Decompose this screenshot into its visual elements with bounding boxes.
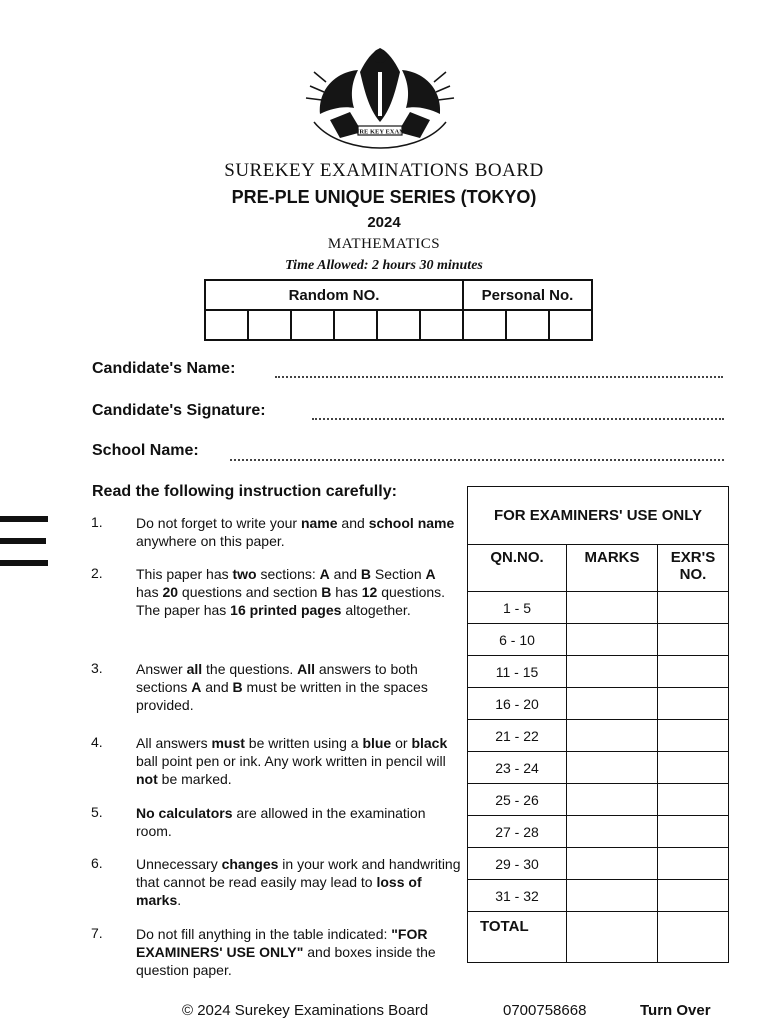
random-number-box[interactable] [334, 310, 377, 340]
marks-cell[interactable] [567, 720, 658, 752]
question-range: 23 - 24 [468, 752, 567, 784]
instruction-number: 4. [91, 734, 103, 750]
instruction-number: 6. [91, 855, 103, 871]
copyright-footer: © 2024 Surekey Examinations Board [182, 1002, 429, 1019]
examiner-number-cell[interactable] [658, 592, 729, 624]
examiner-number-cell[interactable] [658, 752, 729, 784]
table-row [468, 656, 729, 688]
table-row [468, 880, 729, 912]
table-row [468, 784, 729, 816]
marks-cell[interactable] [567, 816, 658, 848]
personal-number-box[interactable] [506, 310, 549, 340]
exam-year: 2024 [367, 214, 401, 231]
instruction-number: 1. [91, 514, 103, 530]
question-range: 6 - 10 [468, 624, 567, 656]
total-examiner-cell[interactable] [658, 912, 729, 963]
random-number-box[interactable] [420, 310, 463, 340]
candidate-signature-line[interactable] [312, 418, 724, 420]
instruction-text: Do not fill anything in the table indicated: "FOR EXAMINERS' USE ONLY" and boxes inside the question paper. [136, 926, 436, 978]
instruction-number: 7. [91, 925, 103, 941]
question-range: 21 - 22 [468, 720, 567, 752]
candidate-name-label: Candidate's Name: [92, 360, 236, 377]
marks-cell[interactable] [567, 752, 658, 784]
instruction-number: 5. [91, 804, 103, 820]
table-row [468, 720, 729, 752]
table-row [468, 816, 729, 848]
total-marks-cell[interactable] [567, 912, 658, 963]
question-range: 16 - 20 [468, 688, 567, 720]
examiners-use-table [467, 486, 729, 963]
examiner-number-cell[interactable] [658, 784, 729, 816]
marks-cell[interactable] [567, 592, 658, 624]
question-range: 31 - 32 [468, 880, 567, 912]
time-allowed: Time Allowed: 2 hours 30 minutes [285, 258, 483, 273]
personal-number-box[interactable] [549, 310, 592, 340]
question-range: 29 - 30 [468, 848, 567, 880]
instruction-text: Do not forget to write your name and school name anywhere on this paper. [136, 515, 455, 549]
instructions-heading: Read the following instruction carefully: [92, 483, 397, 500]
random-number-label: Random NO. [205, 280, 463, 310]
personal-number-box[interactable] [463, 310, 506, 340]
table-row [468, 752, 729, 784]
margin-mark [0, 560, 48, 566]
examiner-number-cell[interactable] [658, 688, 729, 720]
random-number-box[interactable] [248, 310, 291, 340]
instruction-text: No calculators are allowed in the examination room. [136, 805, 426, 839]
instruction-text: Answer all the questions. All answers to both sections A and B must be written in the spaces provided. [136, 661, 428, 713]
marks-cell[interactable] [567, 784, 658, 816]
margin-mark [0, 516, 48, 522]
marks-cell[interactable] [567, 880, 658, 912]
examiner-number-cell[interactable] [658, 848, 729, 880]
candidate-name-line[interactable] [275, 376, 723, 378]
board-crest-logo [300, 42, 460, 160]
examiners-table-title: FOR EXAMINERS' USE ONLY [468, 487, 729, 545]
examiner-number-cell[interactable] [658, 720, 729, 752]
random-number-box[interactable] [377, 310, 420, 340]
examiner-number-cell[interactable] [658, 624, 729, 656]
subject-title: MATHEMATICS [327, 236, 441, 252]
footer-phone: 0700758668 [503, 1002, 587, 1019]
instruction-text: This paper has two sections: A and B Section A has 20 questions and section B has 12 questions. The paper has 16 printed pages altogether. [136, 566, 446, 618]
margin-mark [0, 538, 46, 544]
turn-over-label: Turn Over [640, 1002, 711, 1019]
question-range: 27 - 28 [468, 816, 567, 848]
examiner-number-cell[interactable] [658, 816, 729, 848]
candidate-signature-label: Candidate's Signature: [92, 402, 266, 419]
column-header-exr-no: EXR'S NO. [658, 545, 729, 592]
marks-cell[interactable] [567, 848, 658, 880]
board-name: SUREKEY EXAMINATIONS BOARD [224, 160, 544, 181]
exam-series: PRE-PLE UNIQUE SERIES (TOKYO) [231, 187, 537, 207]
candidate-number-grid [204, 279, 593, 341]
table-row [468, 848, 729, 880]
column-header-qn-no: QN.NO. [468, 545, 567, 592]
question-range: 11 - 15 [468, 656, 567, 688]
examiner-number-cell[interactable] [658, 656, 729, 688]
question-range: 25 - 26 [468, 784, 567, 816]
instruction-text: All answers must be written using a blue or black ball point pen or ink. Any work written in pencil will not be marked. [136, 735, 448, 787]
question-range: 1 - 5 [468, 592, 567, 624]
school-name-label: School Name: [92, 442, 199, 459]
column-header-marks: MARKS [567, 545, 658, 592]
instruction-number: 2. [91, 565, 103, 581]
table-row [468, 624, 729, 656]
personal-number-label: Personal No. [463, 280, 592, 310]
marks-cell[interactable] [567, 624, 658, 656]
school-name-line[interactable] [230, 459, 724, 461]
random-number-box[interactable] [205, 310, 248, 340]
marks-cell[interactable] [567, 688, 658, 720]
total-label: TOTAL [468, 912, 567, 963]
table-row [468, 592, 729, 624]
marks-cell[interactable] [567, 656, 658, 688]
random-number-box[interactable] [291, 310, 334, 340]
logo-banner-text: SURE KEY EXAMS [351, 128, 409, 136]
instruction-number: 3. [91, 660, 103, 676]
instruction-text: Unnecessary changes in your work and handwriting that cannot be read easily may lead to loss of marks. [136, 856, 461, 908]
examiner-number-cell[interactable] [658, 880, 729, 912]
table-row [468, 688, 729, 720]
